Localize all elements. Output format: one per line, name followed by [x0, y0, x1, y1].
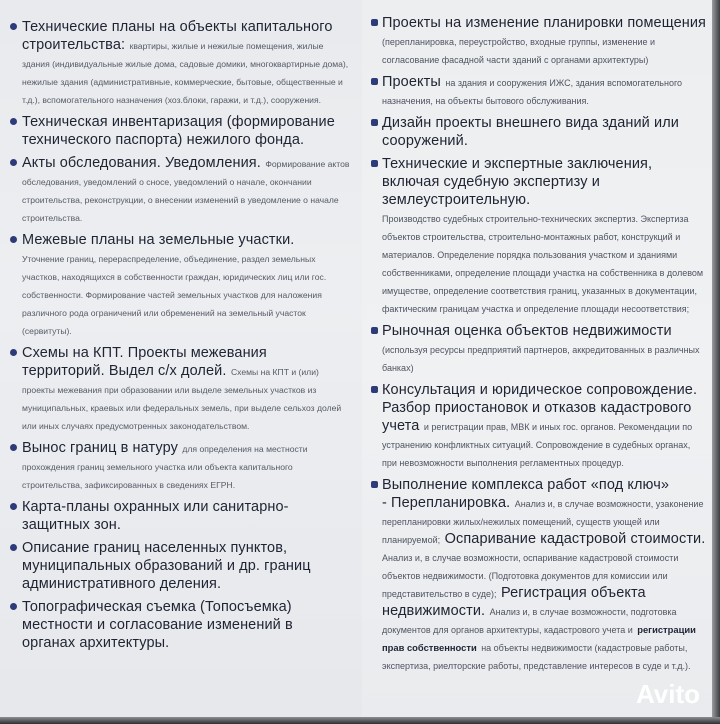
bullet-icon — [371, 386, 378, 393]
item-desc: и регистрации прав, МВК и иных гос. органов. Рекомендации по устранению конфликтных ситуаций. Сопровождение в судебных органах, при невозможности выполнения регламентных процедур. — [382, 422, 693, 468]
item-desc: Производство судебных строительно-технических экспертиз. Экспертиза объектов строительства, строительно-монтажных работ, конструкций и материалов. Определение порядка пользования участком и зданиями собственниками, определение площади участка на собственника в долевом имуществе, определение соответствия границ, указанных в документации, фактическим границам участка и определение площади несоответствия; — [382, 214, 704, 314]
item-title: Проекты — [382, 74, 441, 90]
list-item-turnkey — [382, 476, 706, 674]
item-title: Рыночная оценка объектов недвижимости — [382, 323, 672, 339]
item-desc: квартиры, жилые и нежилые помещения, жилые здания (индивидуальные жилые дома, садовые домики, многоквартирные дома), нежилые здания (административные, коммерческие, бытовые, общественные и т.д.), вспомогательного назначения (хоз.блоки, гаражи, и т.д.), сооружения. — [22, 41, 349, 105]
bullet-icon — [10, 159, 17, 166]
bullet-icon — [10, 603, 17, 610]
item-title: Описание границ населенных пунктов, муниципальных образований и др. границ административного деления. — [22, 540, 311, 592]
bullet-icon — [371, 19, 378, 26]
list-item-replanning-projects — [382, 14, 706, 68]
item-title: Технические и экспертные заключения, включая судебную экспертизу и землеустроительную. — [382, 156, 653, 208]
bullet-icon — [371, 160, 378, 167]
bullet-icon — [10, 544, 17, 551]
bullet-icon — [10, 503, 17, 510]
bullet-icon — [371, 327, 378, 334]
list-item-kpt-schemes — [22, 344, 350, 434]
list-item-legal-support — [382, 381, 706, 471]
item-desc: для определения на местности прохождения границ земельного участка или объекта капитального строительства, зафиксированных в сведениях ЕГРН. — [22, 444, 308, 490]
sub-title-replanning: - Перепланировка. — [382, 495, 511, 511]
brochure-edge-shadow — [712, 0, 720, 717]
bullet-icon — [10, 23, 17, 30]
list-item-settlement-boundaries — [22, 539, 350, 593]
bullet-icon — [371, 481, 378, 488]
item-title: Технические планы на объекты капитального строительства: — [22, 19, 333, 53]
bullet-icon — [371, 78, 378, 85]
sub-title-cadastral-dispute: Оспаривание кадастровой стоимости. — [444, 531, 706, 547]
item-desc: Схемы на КПТ и (или) проекты межевания при образовании или выделе земельных участков из муниципальных, краевых или федеральных земель, при выделе сельхоз долей или иных случаях предусмотренных законодательством. — [22, 367, 342, 431]
item-desc: на здания и сооружения ИЖС, здания вспомогательного назначения, на объекты бытового обслуживания. — [382, 78, 683, 106]
list-item-expert-reports — [382, 155, 706, 317]
item-title: Топографическая съемка (Топосъемка) местности и согласование изменений в органах архитектуры. — [22, 599, 293, 651]
item-title: Дизайн проекты внешнего вида зданий или сооружений. — [382, 115, 679, 149]
bullet-icon — [10, 444, 17, 451]
list-item-technical-plans — [22, 18, 350, 108]
item-title: Карта-планы охранных или санитарно-защитных зон. — [22, 499, 289, 533]
item-title: Акты обследования. Уведомления. — [22, 155, 261, 171]
item-title: Техническая инвентаризация (формирование технического паспорта) нежилого фонда. — [22, 114, 335, 148]
sub-desc-registration-bold: регистрации прав собственности — [382, 624, 696, 653]
item-desc: (перепланировка, переустройство, входные группы, изменение и согласование фасадной части зданий с органами архитектуры) — [382, 37, 656, 65]
bullet-icon — [371, 119, 378, 126]
item-desc: Формирование актов обследования, уведомлений о сносе, уведомлений о начале, окончании строительства, реконструкции, о внесении изменений в уведомление о начале строительства. — [22, 159, 350, 223]
item-desc: Уточнение границ, перераспределение, объединение, раздел земельных участков, находящихся в собственности граждан, юридических лиц или гос. собственности. Формирование частей земельных участков для наложения различного рода ограничений или обременений на земельный участок (сервитуты). — [22, 254, 327, 336]
list-item-inspection-acts — [22, 154, 350, 226]
list-item-design-projects — [382, 114, 706, 150]
bullet-icon — [10, 118, 17, 125]
item-title: Межевые планы на земельные участки. — [22, 232, 295, 248]
list-item-projects — [382, 73, 706, 109]
right-page — [362, 0, 712, 717]
item-desc: (используя ресурсы предприятий партнеров, аккредитованных в различных банках) — [382, 345, 700, 373]
list-item-zone-maps — [22, 498, 350, 534]
item-title: Проекты на изменение планировки помещения — [382, 15, 706, 31]
sub-title-registration: Регистрация объекта недвижимости. — [382, 585, 646, 619]
table-surface — [0, 717, 720, 724]
sub-desc-replanning: Анализ и, в случае возможности, узаконение перепланировки жилых/нежилых помещений, существ ующей или планируемой; — [382, 499, 704, 545]
avito-watermark: Avito — [635, 679, 700, 709]
item-title: Схемы на КПТ. Проекты межевания территорий. Выдел с/х долей. — [22, 345, 267, 379]
list-item-topographic-survey — [22, 598, 350, 652]
left-page — [0, 0, 362, 717]
item-title: Консультация и юридическое сопровождение. Разбор приостановок и отказов кадастрового учета — [382, 382, 698, 434]
list-item-boundary-plans — [22, 231, 350, 339]
item-title: Выполнение комплекса работ «под ключ» — [382, 477, 670, 493]
sub-desc-registration-tail: на объекты недвижимости (кадастровые работы, экспертиза, риелторские работы, представление интересов в суде и т.д.). — [382, 643, 691, 671]
bullet-icon — [10, 236, 17, 243]
item-title: Вынос границ в натуру — [22, 440, 178, 456]
bullet-icon — [10, 349, 17, 356]
sub-desc-registration: Анализ и, в случае возможности, подготовка документов для органов архитектуры, кадастрового учета и — [382, 607, 677, 635]
list-item-tech-inventory — [22, 113, 350, 149]
list-item-boundary-staking — [22, 439, 350, 493]
sub-desc-cadastral-dispute: Анализ и, в случае возможности, оспаривание кадастровой стоимости объектов недвижимости. (Подготовка документов для комиссии или представительство в суде); — [382, 553, 679, 599]
list-item-market-valuation — [382, 322, 706, 376]
